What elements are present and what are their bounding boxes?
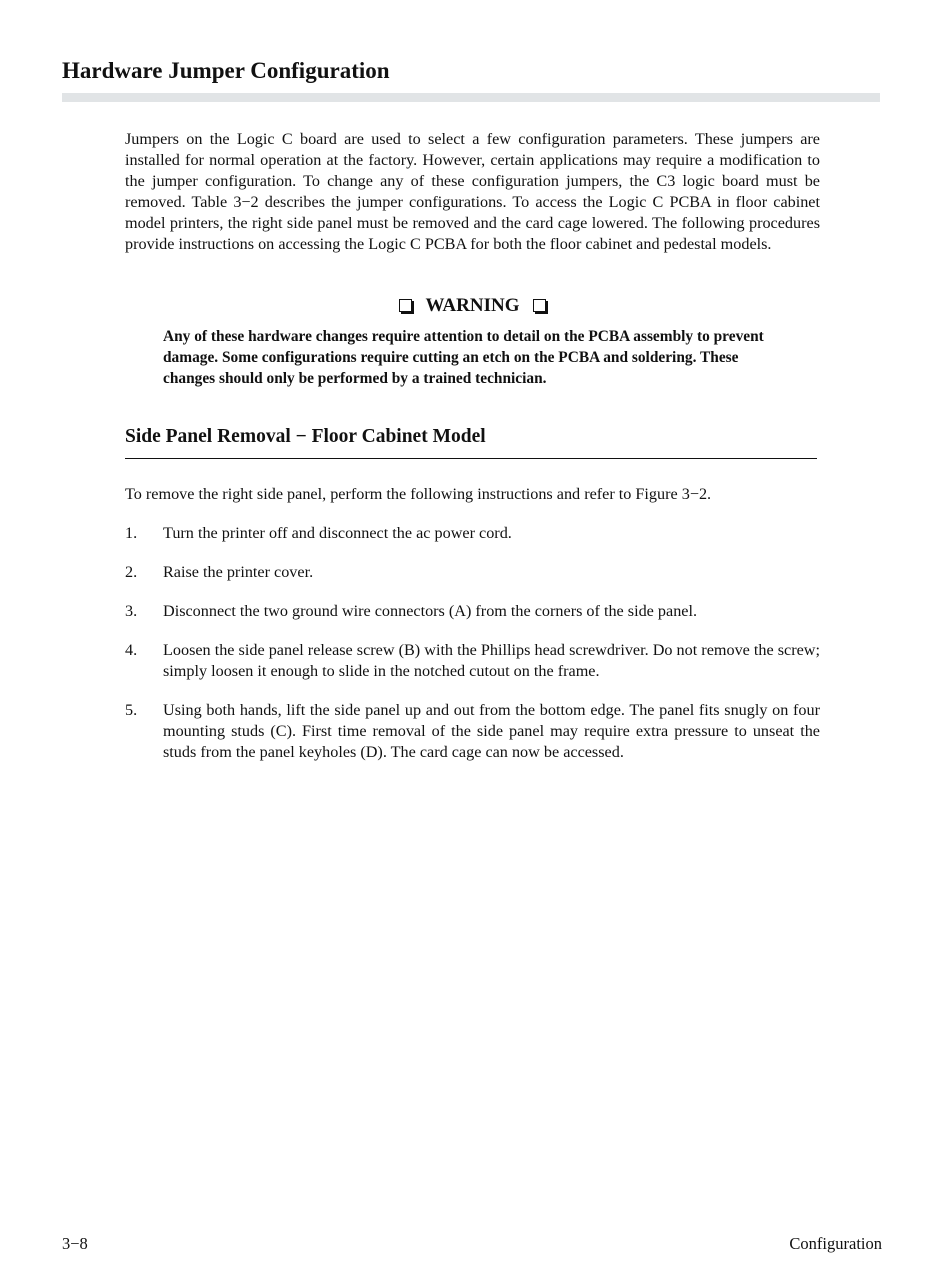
step-text: Turn the printer off and disconnect the ac power cord. (163, 524, 512, 542)
step-number: 2. (125, 563, 138, 581)
step-number: 5. (125, 701, 138, 719)
list-item (125, 640, 820, 682)
intro-paragraph: Jumpers on the Logic C board are used to select a few configuration parameters. These jumpers are installed for normal operation at the factory. However, certain applications may require a modification to the jumper configuration. To change any of these configuration jumpers, the C3 logic board must be removed. Table 3−2 describes the jumper configurations. To access the Logic C PCBA in floor cabinet model printers, the right side panel must be removed and the card cage lowered. The following procedures provide instructions on accessing the Logic C PCBA for both the floor cabinet and pedestal models. (125, 130, 820, 253)
section-intro: To remove the right side panel, perform the following instructions and refer to Figure 3−2. (125, 485, 712, 503)
page-number: 3−8 (62, 1234, 88, 1253)
list-item (125, 523, 820, 544)
list-item (125, 562, 820, 583)
list-item (125, 601, 820, 622)
checkbox-square-icon (399, 299, 412, 312)
warning-heading (125, 294, 820, 318)
title-underline-bar (62, 93, 880, 102)
step-number: 1. (125, 524, 138, 542)
page-title: Hardware Jumper Configuration (62, 58, 390, 83)
section-divider (125, 458, 817, 459)
warning-text: Any of these hardware changes require attention to detail on the PCBA assembly to prevent damage. Some configurations require cutting an etch on the PCBA and soldering. These changes should only be performed by a trained technician. (163, 328, 764, 387)
list-item (125, 700, 820, 763)
chapter-name: Configuration (789, 1234, 882, 1253)
step-text: Loosen the side panel release screw (B) with the Phillips head screwdriver. Do not remove the screw; simply loosen it enough to slide in the notched cutout on the frame. (163, 641, 820, 680)
step-number: 4. (125, 641, 138, 659)
step-text: Raise the printer cover. (163, 563, 314, 581)
section-heading: Side Panel Removal − Floor Cabinet Model (125, 426, 486, 447)
warning-label: WARNING (425, 295, 520, 316)
step-text: Using both hands, lift the side panel up and out from the bottom edge. The panel fits snugly on four mounting studs (C). First time removal of the side panel may require extra pressure to unseat the studs from the panel keyholes (D). The card cage can now be accessed. (163, 701, 820, 761)
step-text: Disconnect the two ground wire connectors (A) from the corners of the side panel. (163, 602, 698, 620)
checkbox-square-icon (533, 299, 546, 312)
step-number: 3. (125, 602, 138, 620)
procedure-steps (125, 523, 820, 763)
